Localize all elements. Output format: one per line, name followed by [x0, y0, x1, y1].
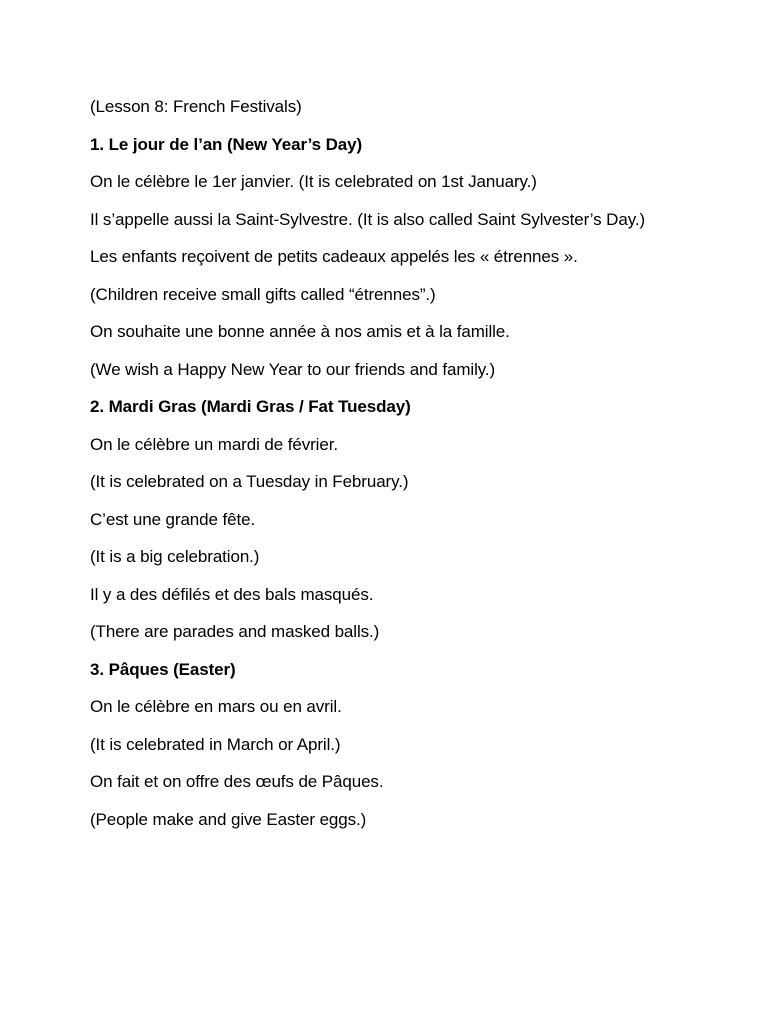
lesson-title: (Lesson 8: French Festivals) [90, 97, 302, 116]
paragraph: (It is celebrated on a Tuesday in February.) [90, 472, 409, 491]
paragraph: (It is celebrated in March or April.) [90, 734, 341, 754]
section-heading-easter: 3. Pâques (Easter) [90, 659, 236, 679]
paragraph: (There are parades and masked balls.) [90, 622, 380, 641]
paragraph: Il y a des défilés et des bals masqués. [90, 584, 374, 604]
paragraph: On le célèbre le 1er janvier. (It is celebrated on 1st January.) [90, 172, 537, 191]
paragraph: (It is a big celebration.) [90, 547, 260, 566]
paragraph: Il s’appelle aussi la Saint-Sylvestre. (It is also called Saint Sylvester’s Day.) [90, 209, 646, 229]
paragraph: (Children receive small gifts called “étrennes”.) [90, 284, 436, 304]
paragraph: On souhaite une bonne année à nos amis et à la famille. [90, 322, 510, 341]
paragraph: (We wish a Happy New Year to our friends and family.) [90, 359, 496, 379]
section-heading-new-years-day: 1. Le jour de l’an (New Year’s Day) [90, 134, 363, 154]
paragraph: On fait et on offre des œufs de Pâques. [90, 772, 384, 791]
paragraph: C’est une grande fête. [90, 509, 256, 529]
paragraph: (People make and give Easter eggs.) [90, 809, 367, 829]
paragraph: Les enfants reçoivent de petits cadeaux appelés les « étrennes ». [90, 247, 578, 266]
section-heading-mardi-gras: 2. Mardi Gras (Mardi Gras / Fat Tuesday) [90, 397, 411, 416]
paragraph: On le célèbre en mars ou en avril. [90, 697, 342, 716]
paragraph: On le célèbre un mardi de février. [90, 434, 338, 454]
document-page [90, 94, 690, 844]
